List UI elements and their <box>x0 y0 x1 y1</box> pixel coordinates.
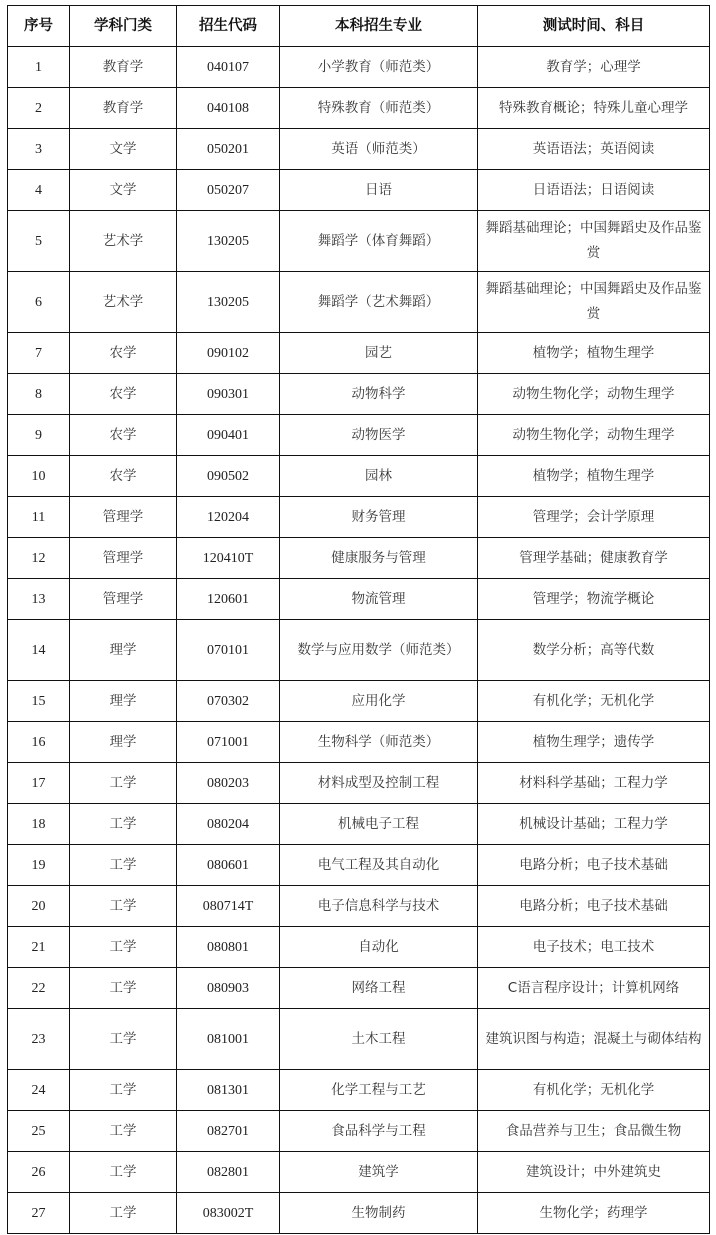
cell-category: 艺术学 <box>70 211 177 272</box>
cell-code: 081001 <box>177 1009 280 1070</box>
cell-category: 农学 <box>70 333 177 374</box>
cell-category: 工学 <box>70 1193 177 1234</box>
cell-no: 12 <box>8 538 70 579</box>
cell-no: 24 <box>8 1070 70 1111</box>
table-row <box>8 579 710 620</box>
cell-code: 120204 <box>177 497 280 538</box>
cell-subjects: 日语语法；日语阅读 <box>478 170 710 211</box>
table-row <box>8 722 710 763</box>
cell-major: 日语 <box>280 170 478 211</box>
cell-major: 生物科学（师范类） <box>280 722 478 763</box>
table-row <box>8 88 710 129</box>
cell-code: 090502 <box>177 456 280 497</box>
cell-no: 15 <box>8 681 70 722</box>
cell-code: 040108 <box>177 88 280 129</box>
header-category: 学科门类 <box>70 6 177 47</box>
table-row <box>8 170 710 211</box>
cell-subjects: 电路分析；电子技术基础 <box>478 886 710 927</box>
cell-subjects: 建筑识图与构造；混凝土与砌体结构 <box>478 1009 710 1070</box>
cell-subjects: 数学分析；高等代数 <box>478 620 710 681</box>
table-row <box>8 497 710 538</box>
cell-subjects: 食品营养与卫生；食品微生物 <box>478 1111 710 1152</box>
cell-major: 建筑学 <box>280 1152 478 1193</box>
cell-subjects: 电路分析；电子技术基础 <box>478 845 710 886</box>
cell-code: 040107 <box>177 47 280 88</box>
cell-subjects: 有机化学；无机化学 <box>478 1070 710 1111</box>
cell-no: 18 <box>8 804 70 845</box>
cell-no: 26 <box>8 1152 70 1193</box>
table-row <box>8 415 710 456</box>
cell-no: 5 <box>8 211 70 272</box>
cell-code: 120601 <box>177 579 280 620</box>
table-row <box>8 211 710 272</box>
cell-code: 080203 <box>177 763 280 804</box>
cell-category: 农学 <box>70 456 177 497</box>
cell-code: 050207 <box>177 170 280 211</box>
cell-major: 电气工程及其自动化 <box>280 845 478 886</box>
cell-category: 艺术学 <box>70 272 177 333</box>
cell-category: 管理学 <box>70 497 177 538</box>
admission-majors-table <box>7 5 710 1234</box>
cell-major: 化学工程与工艺 <box>280 1070 478 1111</box>
cell-no: 19 <box>8 845 70 886</box>
cell-major: 数学与应用数学（师范类） <box>280 620 478 681</box>
cell-subjects: 动物生物化学；动物生理学 <box>478 415 710 456</box>
table-row <box>8 845 710 886</box>
cell-no: 7 <box>8 333 70 374</box>
cell-no: 22 <box>8 968 70 1009</box>
cell-code: 082801 <box>177 1152 280 1193</box>
cell-no: 13 <box>8 579 70 620</box>
cell-major: 财务管理 <box>280 497 478 538</box>
cell-subjects: 生物化学；药理学 <box>478 1193 710 1234</box>
cell-code: 120410T <box>177 538 280 579</box>
table-row <box>8 1111 710 1152</box>
cell-code: 080714T <box>177 886 280 927</box>
cell-no: 10 <box>8 456 70 497</box>
cell-major: 机械电子工程 <box>280 804 478 845</box>
cell-category: 工学 <box>70 804 177 845</box>
cell-subjects: 材料科学基础；工程力学 <box>478 763 710 804</box>
cell-code: 080903 <box>177 968 280 1009</box>
cell-subjects: 英语语法；英语阅读 <box>478 129 710 170</box>
table-row <box>8 456 710 497</box>
cell-code: 080801 <box>177 927 280 968</box>
table-row <box>8 1070 710 1111</box>
cell-code: 070302 <box>177 681 280 722</box>
cell-no: 21 <box>8 927 70 968</box>
cell-category: 工学 <box>70 763 177 804</box>
cell-major: 小学教育（师范类） <box>280 47 478 88</box>
table-row <box>8 538 710 579</box>
table-row <box>8 1193 710 1234</box>
cell-category: 文学 <box>70 170 177 211</box>
cell-subjects: 动物生物化学；动物生理学 <box>478 374 710 415</box>
table-header-row <box>8 6 710 47</box>
cell-category: 工学 <box>70 1070 177 1111</box>
cell-major: 食品科学与工程 <box>280 1111 478 1152</box>
cell-no: 11 <box>8 497 70 538</box>
cell-code: 080601 <box>177 845 280 886</box>
table-row <box>8 374 710 415</box>
table-row <box>8 968 710 1009</box>
cell-no: 16 <box>8 722 70 763</box>
table-row <box>8 1152 710 1193</box>
cell-no: 23 <box>8 1009 70 1070</box>
table-row <box>8 927 710 968</box>
cell-category: 农学 <box>70 374 177 415</box>
cell-subjects: 植物学；植物生理学 <box>478 456 710 497</box>
cell-category: 工学 <box>70 927 177 968</box>
cell-major: 园林 <box>280 456 478 497</box>
cell-category: 理学 <box>70 681 177 722</box>
cell-code: 080204 <box>177 804 280 845</box>
cell-subjects: 管理学；物流学概论 <box>478 579 710 620</box>
cell-no: 27 <box>8 1193 70 1234</box>
cell-subjects: 舞蹈基础理论；中国舞蹈史及作品鉴赏 <box>478 272 710 333</box>
cell-code: 081301 <box>177 1070 280 1111</box>
header-subjects: 测试时间、科目 <box>478 6 710 47</box>
cell-category: 文学 <box>70 129 177 170</box>
cell-major: 园艺 <box>280 333 478 374</box>
cell-no: 8 <box>8 374 70 415</box>
table-row <box>8 47 710 88</box>
header-no: 序号 <box>8 6 70 47</box>
cell-no: 9 <box>8 415 70 456</box>
cell-subjects: 舞蹈基础理论；中国舞蹈史及作品鉴赏 <box>478 211 710 272</box>
table-row <box>8 804 710 845</box>
cell-no: 20 <box>8 886 70 927</box>
cell-major: 物流管理 <box>280 579 478 620</box>
cell-subjects: C语言程序设计；计算机网络 <box>478 968 710 1009</box>
cell-category: 工学 <box>70 845 177 886</box>
cell-code: 050201 <box>177 129 280 170</box>
cell-category: 管理学 <box>70 579 177 620</box>
cell-no: 4 <box>8 170 70 211</box>
cell-major: 电子信息科学与技术 <box>280 886 478 927</box>
cell-major: 自动化 <box>280 927 478 968</box>
cell-subjects: 电子技术；电工技术 <box>478 927 710 968</box>
cell-code: 130205 <box>177 211 280 272</box>
cell-code: 071001 <box>177 722 280 763</box>
table-row <box>8 1009 710 1070</box>
cell-major: 英语（师范类） <box>280 129 478 170</box>
cell-major: 生物制药 <box>280 1193 478 1234</box>
cell-no: 14 <box>8 620 70 681</box>
cell-major: 材料成型及控制工程 <box>280 763 478 804</box>
cell-category: 管理学 <box>70 538 177 579</box>
cell-category: 农学 <box>70 415 177 456</box>
cell-no: 2 <box>8 88 70 129</box>
table-body <box>8 47 710 1234</box>
cell-subjects: 管理学；会计学原理 <box>478 497 710 538</box>
cell-category: 工学 <box>70 1111 177 1152</box>
cell-major: 动物科学 <box>280 374 478 415</box>
cell-subjects: 有机化学；无机化学 <box>478 681 710 722</box>
cell-major: 健康服务与管理 <box>280 538 478 579</box>
cell-subjects: 植物生理学；遗传学 <box>478 722 710 763</box>
cell-no: 17 <box>8 763 70 804</box>
cell-code: 090301 <box>177 374 280 415</box>
cell-major: 应用化学 <box>280 681 478 722</box>
cell-subjects: 机械设计基础；工程力学 <box>478 804 710 845</box>
cell-code: 070101 <box>177 620 280 681</box>
table-row <box>8 333 710 374</box>
cell-major: 舞蹈学（艺术舞蹈） <box>280 272 478 333</box>
cell-major: 网络工程 <box>280 968 478 1009</box>
cell-major: 动物医学 <box>280 415 478 456</box>
cell-subjects: 建筑设计；中外建筑史 <box>478 1152 710 1193</box>
cell-subjects: 植物学；植物生理学 <box>478 333 710 374</box>
cell-subjects: 特殊教育概论；特殊儿童心理学 <box>478 88 710 129</box>
header-major: 本科招生专业 <box>280 6 478 47</box>
table-row <box>8 763 710 804</box>
table-row <box>8 620 710 681</box>
cell-no: 6 <box>8 272 70 333</box>
table-row <box>8 272 710 333</box>
cell-code: 130205 <box>177 272 280 333</box>
cell-code: 082701 <box>177 1111 280 1152</box>
cell-category: 理学 <box>70 620 177 681</box>
cell-subjects: 管理学基础；健康教育学 <box>478 538 710 579</box>
cell-no: 1 <box>8 47 70 88</box>
cell-no: 25 <box>8 1111 70 1152</box>
cell-subjects: 教育学；心理学 <box>478 47 710 88</box>
cell-category: 工学 <box>70 968 177 1009</box>
cell-major: 舞蹈学（体育舞蹈） <box>280 211 478 272</box>
cell-no: 3 <box>8 129 70 170</box>
cell-code: 090401 <box>177 415 280 456</box>
cell-category: 理学 <box>70 722 177 763</box>
cell-code: 083002T <box>177 1193 280 1234</box>
cell-major: 土木工程 <box>280 1009 478 1070</box>
table-row <box>8 129 710 170</box>
header-code: 招生代码 <box>177 6 280 47</box>
cell-major: 特殊教育（师范类） <box>280 88 478 129</box>
cell-code: 090102 <box>177 333 280 374</box>
cell-category: 教育学 <box>70 47 177 88</box>
cell-category: 教育学 <box>70 88 177 129</box>
cell-category: 工学 <box>70 886 177 927</box>
table-row <box>8 886 710 927</box>
cell-category: 工学 <box>70 1152 177 1193</box>
table-row <box>8 681 710 722</box>
cell-category: 工学 <box>70 1009 177 1070</box>
